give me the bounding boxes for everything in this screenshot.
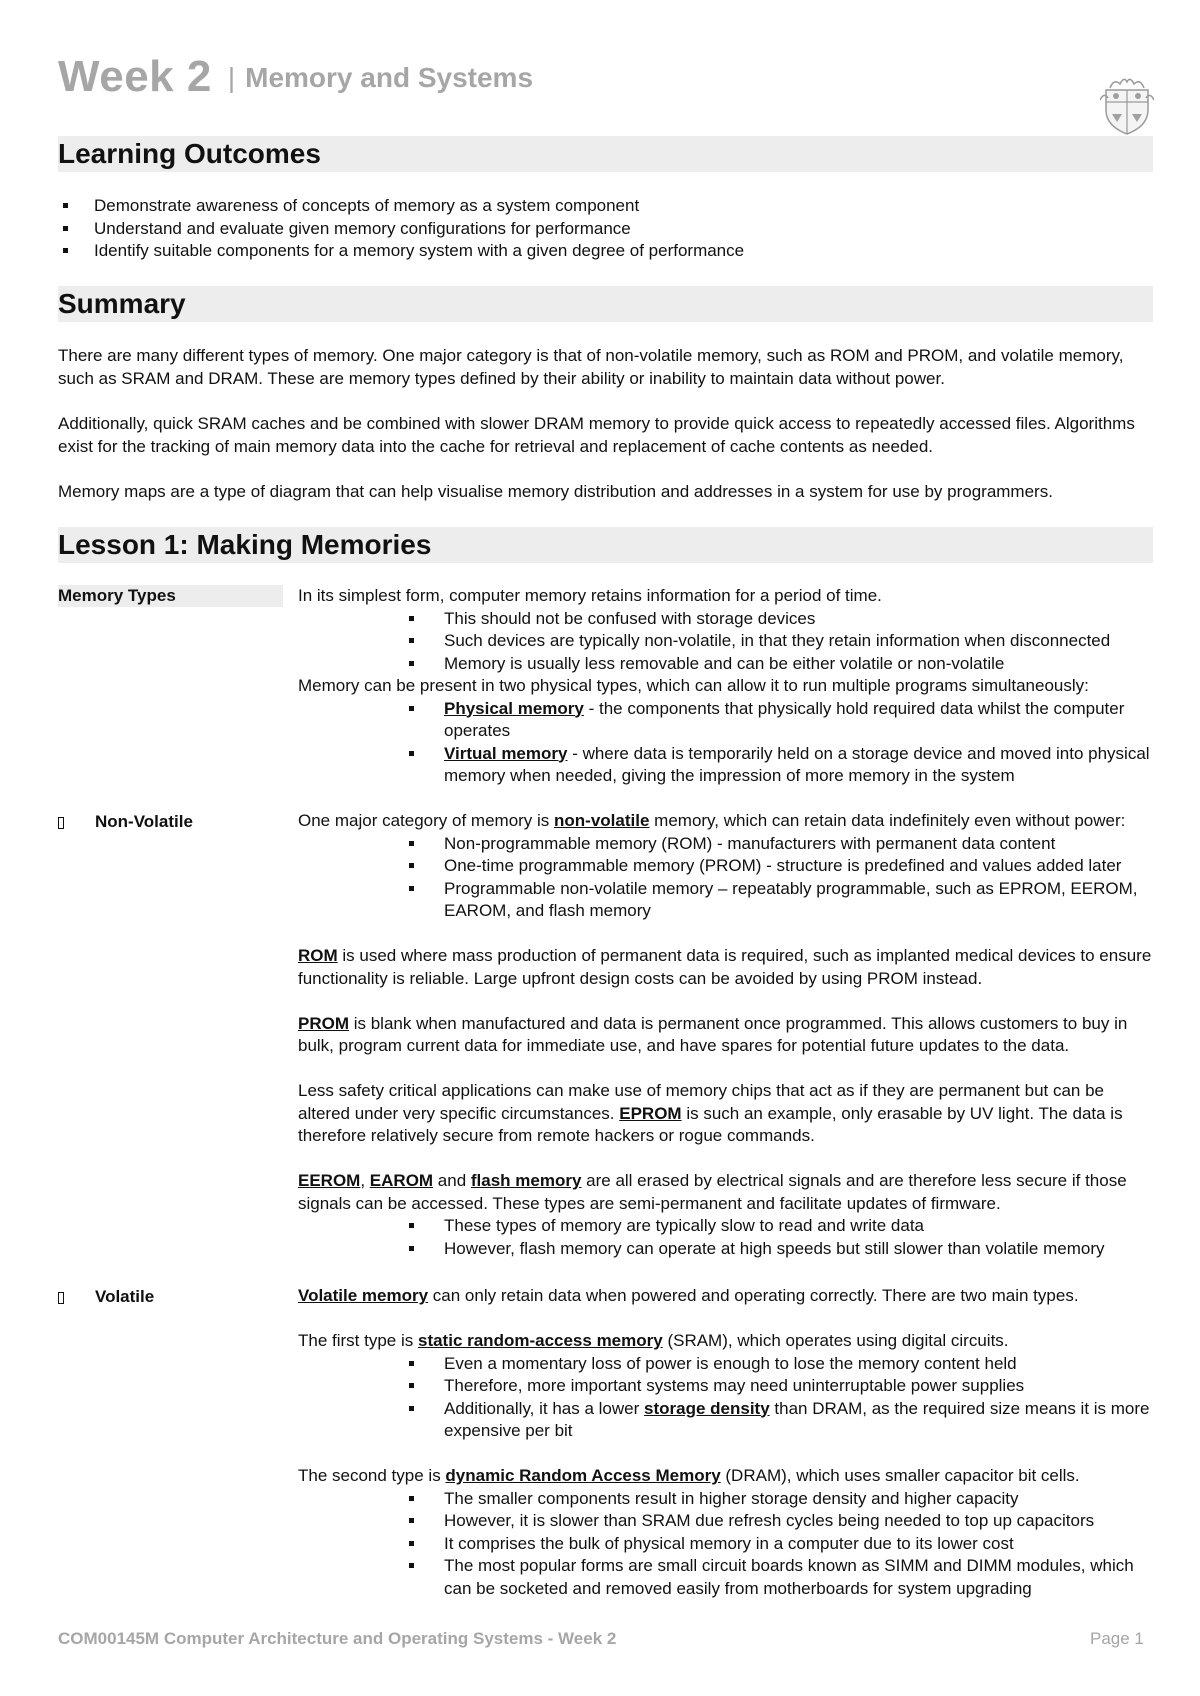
- eerom-bullets: [298, 1215, 1158, 1260]
- text-run: memory, which can retain data indefinitely even without power:: [649, 811, 1126, 830]
- physical-types-intro: Memory can be present in two physical types, which can allow it to run multiple programs simultaneously:: [298, 676, 1089, 695]
- page-title: [58, 52, 533, 112]
- text-run: (DRAM), which uses smaller capacitor bit cells.: [720, 1466, 1080, 1485]
- non-volatile-label: Non-Volatile: [95, 812, 193, 831]
- title-separator: |: [227, 62, 236, 93]
- list-item: Such devices are typically non-volatile, in that they retain information when disconnected: [298, 630, 1158, 653]
- list-item-text: - the components that physically hold required data whilst the computer operates: [444, 698, 1125, 740]
- sram-paragraph: [298, 1330, 1158, 1353]
- keyword: dynamic Random Access Memory: [445, 1466, 721, 1485]
- keyword: ROM: [298, 946, 338, 965]
- list-item: [298, 1398, 1158, 1443]
- summary-heading: Summary: [58, 286, 1153, 322]
- footer-page-number: Page 1: [1090, 1629, 1144, 1648]
- summary-paragraph: Additionally, quick SRAM caches and be combined with slower DRAM memory to provide quick access to repeatedly accessed files. Algorithms exist for the tracking of main memory data into the cache for retrieval and replacement of cache contents as needed.: [58, 414, 1135, 456]
- memory-types-label: Memory Types: [58, 585, 283, 607]
- text-run: is blank when manufactured and data is permanent once programmed. This allows customers to buy in bulk, program current data for immediate use, and have spares for potential future updates to the data.: [298, 1013, 1128, 1055]
- text-run: is used where mass production of permanent data is required, such as implanted medical devices to ensure functionality is reliable. Large upfront design costs can be avoided by using PROM instead.: [298, 946, 1152, 988]
- keyword: Virtual memory: [444, 743, 568, 763]
- lesson-heading: Lesson 1: Making Memories: [58, 527, 1153, 563]
- learning-outcomes-list: [58, 195, 744, 263]
- rom-paragraph: [298, 945, 1158, 990]
- summary-paragraph: There are many different types of memory. One major category is that of non-volatile memory, such as ROM and PROM, and volatile memory, such as SRAM and DRAM. These are memory types defined by their ability or inability to maintain data without power.: [58, 346, 1124, 388]
- keyword: non-volatile: [554, 811, 650, 830]
- text-run: is such an example, only erasable by UV light. The data is therefore relatively secure from remote hackers or rogue commands.: [298, 1103, 1123, 1145]
- list-item: It comprises the bulk of physical memory in a computer due to its lower cost: [298, 1533, 1158, 1556]
- list-item: The smaller components result in higher storage density and higher capacity: [298, 1488, 1158, 1511]
- dram-paragraph: [298, 1465, 1158, 1488]
- keyword: Volatile memory: [298, 1286, 429, 1305]
- non-volatile-intro: [298, 810, 1158, 833]
- text-run: are all erased by electrical signals and are therefore less secure if those signals can be accessed. These types are semi-permanent and facilitate updates of firmware.: [298, 1171, 1127, 1213]
- outline-marker-icon: [58, 817, 64, 829]
- text-run: than DRAM, as the required size means it is more expensive per bit: [444, 1398, 1150, 1440]
- text-run: ,: [360, 1171, 370, 1190]
- prom-paragraph: [298, 1013, 1158, 1058]
- text-run: Additionally, it has a lower: [444, 1398, 645, 1418]
- memory-types-content: [298, 585, 1158, 788]
- list-item: Even a momentary loss of power is enough to lose the memory content held: [298, 1353, 1158, 1376]
- list-item: Understand and evaluate given memory configurations for performance: [58, 218, 744, 241]
- non-volatile-content: [298, 810, 1158, 1260]
- list-item: Identify suitable components for a memory system with a given degree of performance: [58, 240, 744, 263]
- list-item: This should not be confused with storage devices: [298, 608, 1158, 631]
- list-item-text: - where data is temporarily held on a storage device and moved into physical memory when needed, giving the impression of more memory in the system: [444, 743, 1150, 785]
- page-subtitle: Memory and Systems: [245, 62, 534, 93]
- keyword: static random-access memory: [417, 1331, 663, 1350]
- keyword: EAROM: [369, 1171, 434, 1190]
- eprom-paragraph: [298, 1080, 1158, 1148]
- volatile-label: Volatile: [95, 1287, 155, 1306]
- text-run: The first type is: [298, 1331, 418, 1350]
- text-run: can only retain data when powered and operating correctly. There are two main types.: [428, 1286, 1079, 1305]
- list-item: Programmable non-volatile memory – repeatably programmable, such as EPROM, EEROM, EAROM, and flash memory: [298, 878, 1158, 923]
- text-run: One major category of memory is: [298, 811, 555, 830]
- keyword: EEROM: [298, 1171, 361, 1190]
- memory-types-intro: In its simplest form, computer memory retains information for a period of time.: [298, 586, 882, 605]
- list-item: Memory is usually less removable and can be either volatile or non-volatile: [298, 653, 1158, 676]
- non-volatile-bullets: [298, 833, 1158, 923]
- text-run: The second type is: [298, 1466, 446, 1485]
- sram-bullets: [298, 1353, 1158, 1443]
- list-item: These types of memory are typically slow to read and write data: [298, 1215, 1158, 1238]
- keyword: Physical memory: [444, 698, 584, 718]
- text-run: and: [433, 1171, 471, 1190]
- keyword: storage density: [644, 1398, 770, 1418]
- keyword: EPROM: [619, 1103, 682, 1123]
- footer-course: COM00145M Computer Architecture and Operating Systems - Week 2: [58, 1629, 617, 1648]
- physical-types-bullets: [298, 698, 1158, 788]
- list-item: [298, 743, 1158, 788]
- list-item: However, flash memory can operate at high speeds but still slower than volatile memory: [298, 1238, 1158, 1261]
- university-crest-icon: [1100, 76, 1154, 136]
- dram-bullets: [298, 1488, 1158, 1601]
- list-item: However, it is slower than SRAM due refresh cycles being needed to top up capacitors: [298, 1510, 1158, 1533]
- list-item: [298, 698, 1158, 743]
- list-item: One-time programmable memory (PROM) - structure is predefined and values added later: [298, 855, 1158, 878]
- memory-types-bullets: [298, 608, 1158, 676]
- eerom-paragraph: [298, 1170, 1158, 1215]
- summary-paragraph: Memory maps are a type of diagram that can help visualise memory distribution and addresses in a system for use by programmers.: [58, 482, 1053, 501]
- list-item: The most popular forms are small circuit boards known as SIMM and DIMM modules, which can be socketed and removed easily from motherboards for system upgrading: [298, 1555, 1158, 1600]
- keyword: PROM: [298, 1013, 349, 1033]
- keyword: flash memory: [470, 1171, 582, 1190]
- text-run: Less safety critical applications can make use of memory chips that act as if they are permanent but can be altered under very specific circumstances.: [298, 1081, 1105, 1123]
- text-run: (SRAM), which operates using digital circuits.: [662, 1331, 1009, 1350]
- list-item: Demonstrate awareness of concepts of memory as a system component: [58, 195, 744, 218]
- volatile-intro: [298, 1285, 1158, 1308]
- volatile-content: [298, 1285, 1158, 1600]
- learning-outcomes-heading: Learning Outcomes: [58, 136, 1153, 172]
- list-item: Non-programmable memory (ROM) - manufacturers with permanent data content: [298, 833, 1158, 856]
- list-item: Therefore, more important systems may need uninterruptable power supplies: [298, 1375, 1158, 1398]
- outline-marker-icon: [58, 1292, 64, 1304]
- week-title: Week 2: [58, 52, 212, 101]
